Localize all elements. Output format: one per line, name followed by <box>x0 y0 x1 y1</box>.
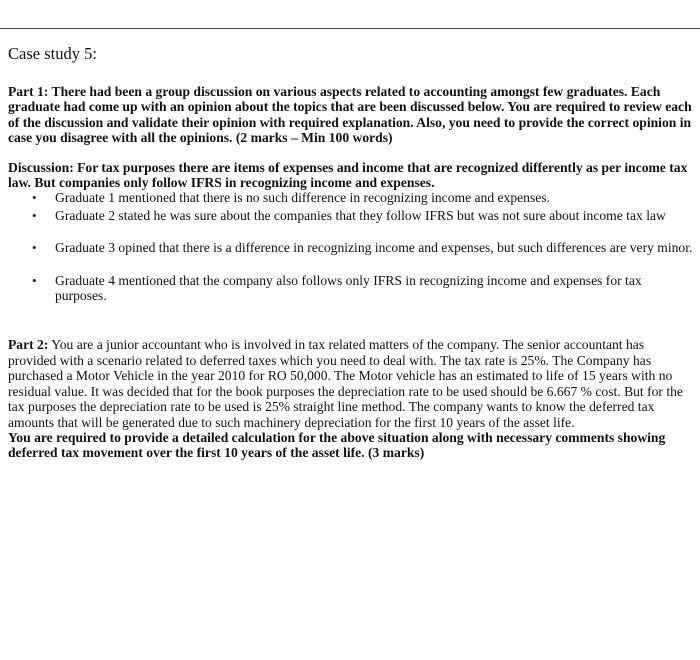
part2-paragraph <box>8 337 694 429</box>
part1-text: There had been a group discussion on various aspects related to accounting amongst few graduates. Each graduate had come up with an opinion about the topics that are been discussed below. You are required to review each of the discussion and validate their opinion with required explanation. Also, you need to provide the correct opinion in case you disagree with all the opinions. (2 marks – Min 100 words) <box>8 84 692 146</box>
graduate-opinions-list <box>8 190 694 303</box>
bullet-icon: • <box>32 240 37 256</box>
graduate-3-opinion: Graduate 3 opined that there is a difference in recognizing income and expenses, but such differences are very minor. <box>55 240 693 256</box>
part2-text: You are a junior accountant who is involved in tax related matters of the company. The senior accountant has provided with a scenario related to deferred taxes which you need to deal with. The tax rate is 25%. The Company has purchased a Motor Vehicle in the year 2010 for RO 50,000. The Motor vehicle has an estimated to life of 15 years with no residual value. It was decided that for the book purposes the depreciation rate to be used should be 6.667 % cost. But for the tax purposes the depreciation rate to be used is 25% straight line method. The company wants to know the deferred tax amounts that will be generated due to such machinery depreciation for the first 10 years of the asset life. <box>8 337 683 430</box>
part2-label: Part 2: <box>8 337 49 353</box>
list-item <box>8 240 694 255</box>
list-item <box>8 190 694 205</box>
part1-label: Part 1: <box>8 84 49 99</box>
bullet-icon: • <box>32 207 37 223</box>
top-divider <box>0 28 700 29</box>
case-study-title: Case study 5: <box>8 44 97 63</box>
list-item <box>8 208 694 223</box>
graduate-2-opinion: Graduate 2 stated he was sure about the companies that they follow IFRS but was not sure about income tax law <box>55 207 666 223</box>
discussion-intro: Discussion: For tax purposes there are items of expenses and income that are recognized differently as per income tax law. But companies only follow IFRS in recognizing income and expenses. <box>8 159 688 191</box>
list-item <box>8 273 694 304</box>
part1-paragraph <box>8 84 694 146</box>
graduate-4-opinion: Graduate 4 mentioned that the company also follows only IFRS in recognizing income and expenses for tax purposes. <box>55 272 642 304</box>
part2-requirement: You are required to provide a detailed calculation for the above situation along with necessary comments showing deferred tax movement over the first 10 years of the asset life. (3 marks) <box>8 429 666 461</box>
graduate-1-opinion: Graduate 1 mentioned that there is no such difference in recognizing income and expenses. <box>55 190 550 206</box>
case-study-document <box>8 44 694 461</box>
bullet-icon: • <box>32 190 37 206</box>
bullet-icon: • <box>32 272 37 288</box>
